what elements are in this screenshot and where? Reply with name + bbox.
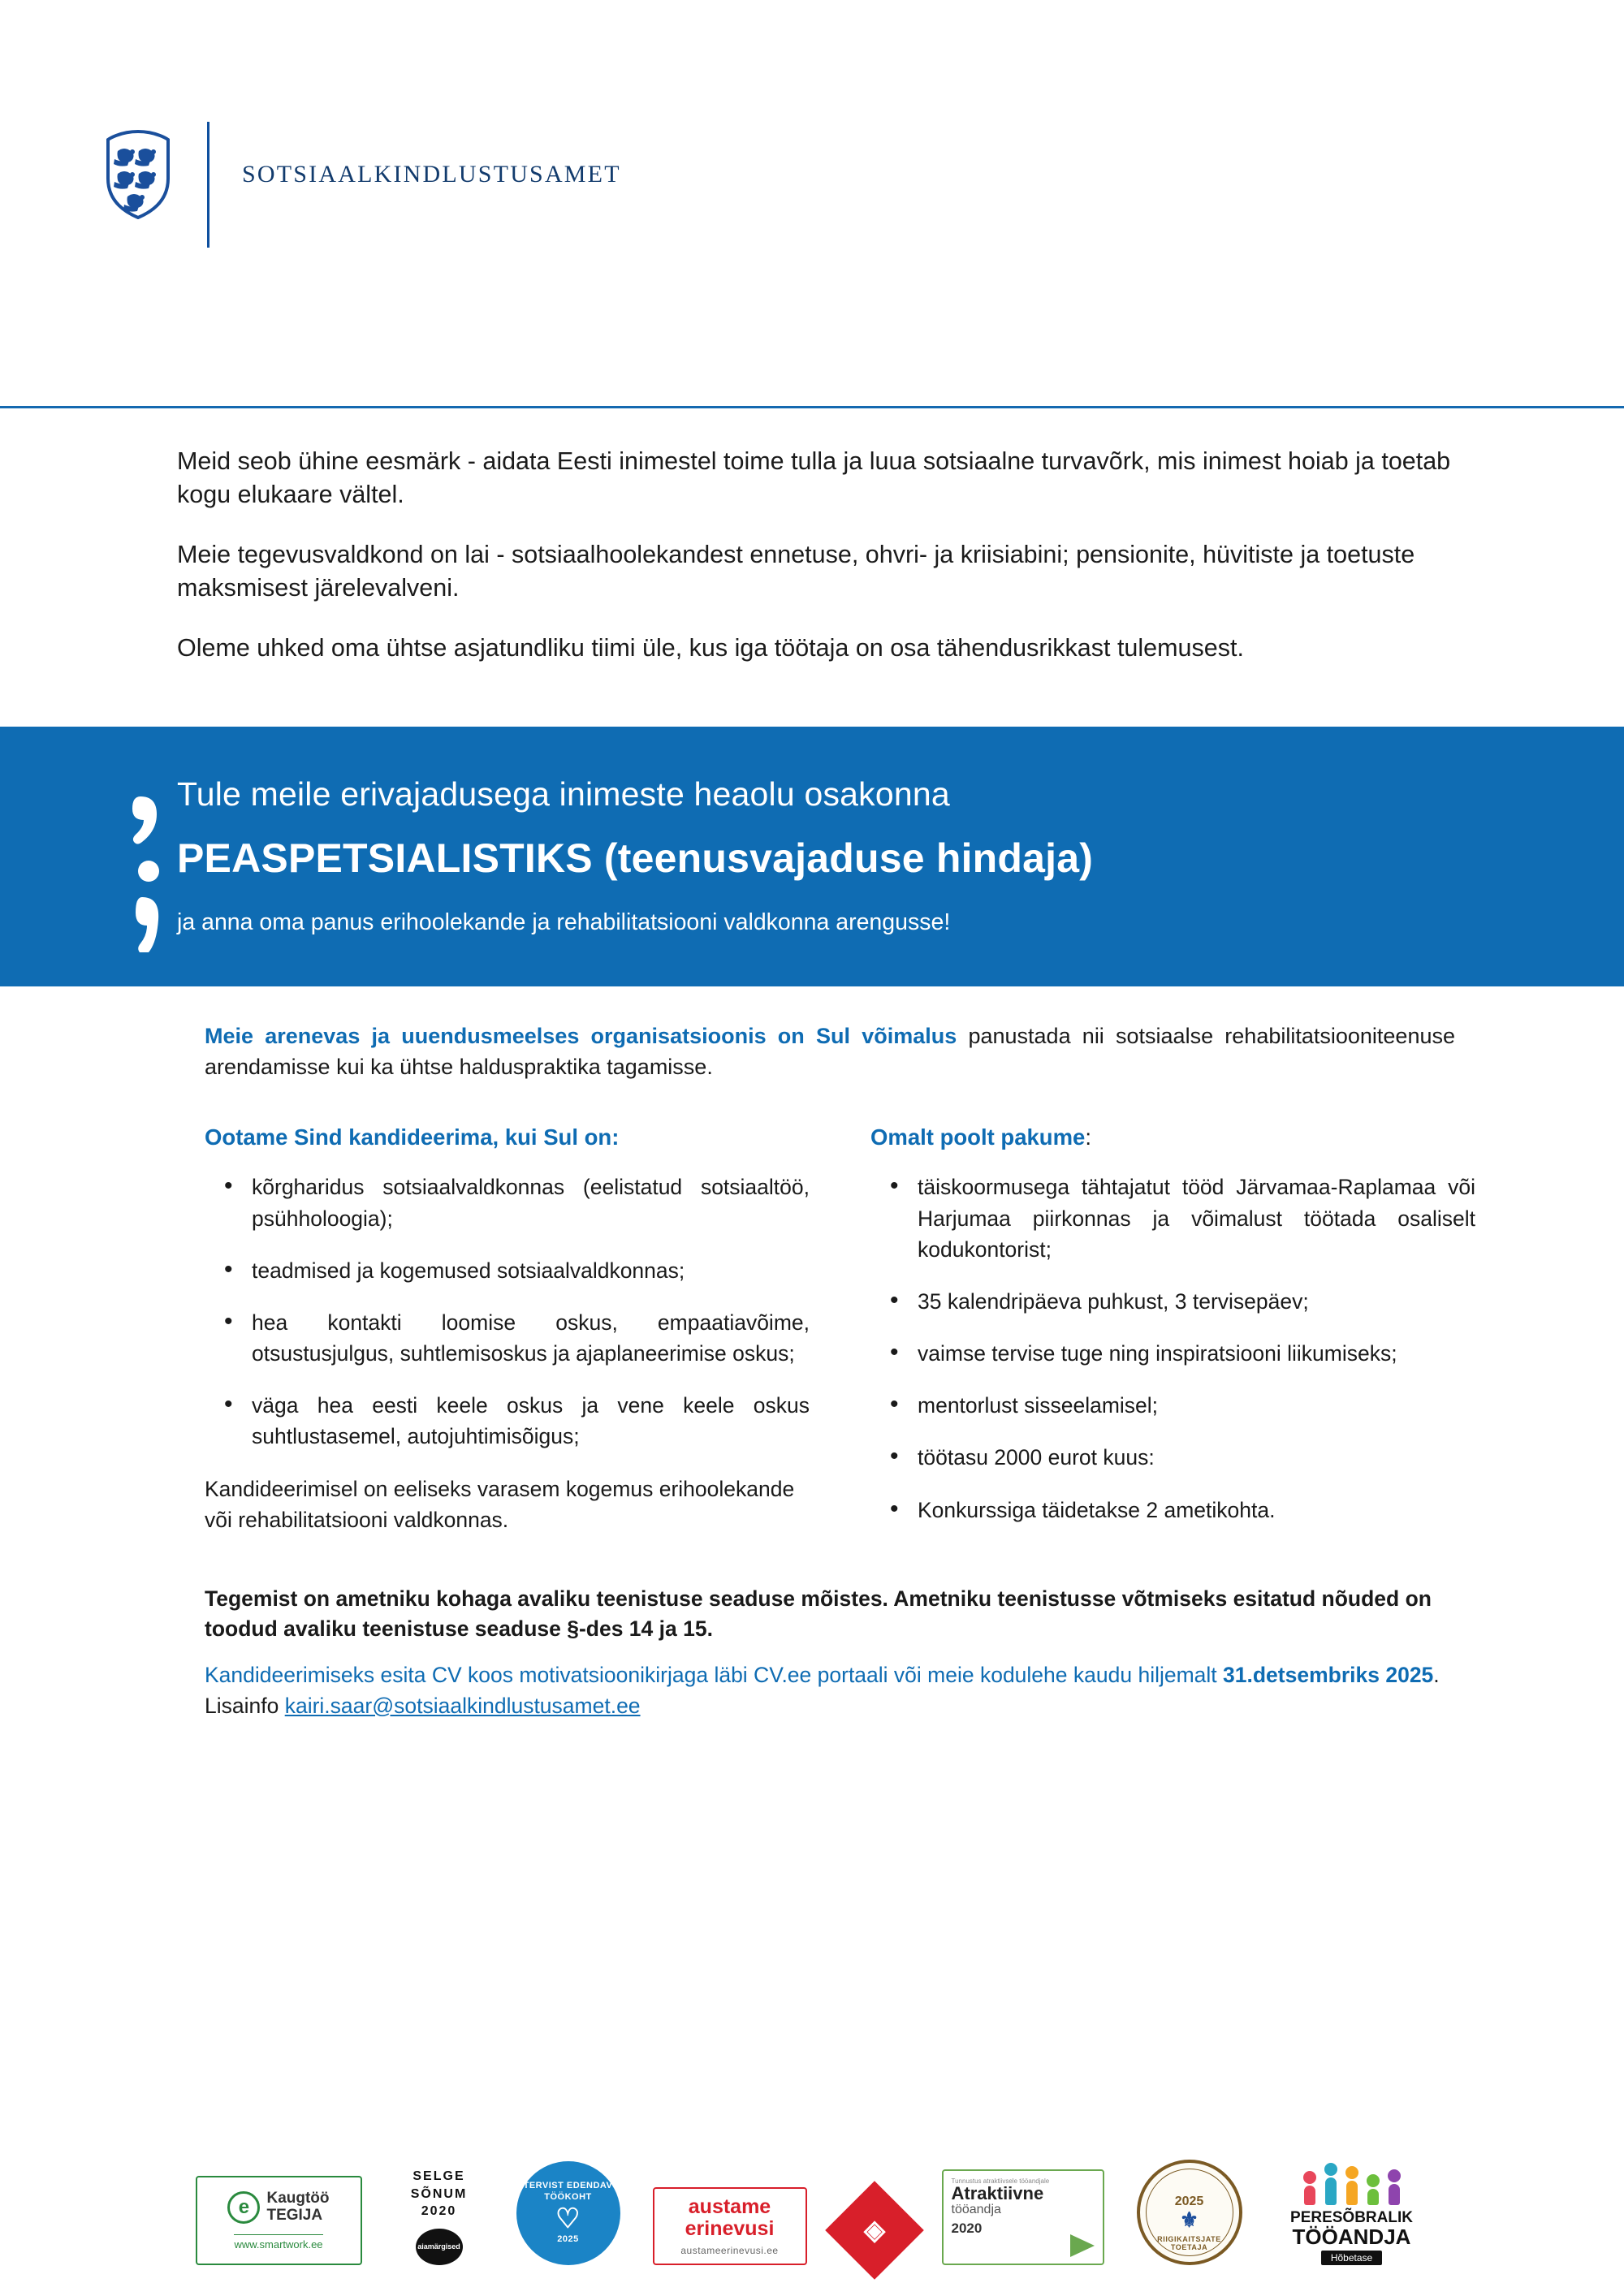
kaugtoo-line2: TEGIJA [266,2207,323,2224]
banner-lead-line: Tule meile erivajadusega inimeste heaolu osakonna [177,775,950,813]
selge-line2: SÕNUM [410,2186,468,2201]
austame-line2: erinevusi [685,2216,775,2240]
application-instructions [205,1660,1502,1721]
hand-heart-icon: ♡ [555,2203,581,2234]
header-rule [0,406,1624,408]
job-title: PEASPETSIALISTIKS (teenusvajaduse hindaja) [177,835,1094,881]
quote-mark-icon [132,790,181,956]
coat-of-arms-icon [89,122,187,219]
atraktiivne-line3: 2020 [951,2220,983,2237]
atraktiivne-line2: tööandja [951,2203,1001,2217]
apply-text-2: . Lisainfo [205,1662,1440,1718]
list-item: • vaimse tervise tuge ning inspiratsiooni liikumiseks; [918,1338,1475,1369]
pere-badge: Hõbetase [1321,2251,1382,2265]
page-header [0,0,1624,406]
list-item: • töötasu 2000 eurot kuus: [918,1442,1475,1473]
offer-column [870,1124,1475,1546]
footer-text-section [0,1547,1624,1721]
list-item: • kõrgharidus sotsiaalvaldkonnas (eelistatud sotsiaaltöö, psühholoogia); [252,1172,810,1233]
intro-paragraph-1: Meid seob ühine eesmärk - aidata Eesti inimestel toime tulla ja luua sotsiaalne turvavõrk, mis inimest hoiab ja toetab kogu elukaare vältel. [177,447,1451,508]
kaugtoo-url: www.smartwork.ee [234,2234,322,2251]
list-item: • teadmised ja kogemused sotsiaalvaldkonnas; [252,1255,810,1286]
contact-email-link[interactable]: kairi.saar@sotsiaalkindlustusamet.ee [284,1693,641,1718]
list-item: • täiskoormusega tähtajatut tööd Järvamaa-Raplamaa või Harjumaa piirkonnas ja võimalust töötada osaliselt kodukontorist; [918,1172,1475,1264]
atraktiivne-line1: Atraktiivne [951,2183,1044,2204]
selge-line1: SELGE [412,2169,465,2183]
tervist-line1: TERVIST EDENDAV TÖÖKOHT [523,2181,613,2203]
partner-logo-strip [0,2160,1624,2265]
two-column-area [205,1124,1535,1546]
lead-paragraph [205,1021,1455,1083]
atraktiivne-tooandja-logo [942,2169,1104,2265]
offer-heading-suffix: : [1085,1124,1091,1150]
header-divider [207,122,209,248]
arrow-icon [1070,2234,1095,2257]
job-title-banner [0,727,1624,986]
riigikaitse-toetaja-seal-logo [1137,2160,1242,2265]
legal-note: Tegemist on ametniku kohaga avaliku teenistuse seaduse mõistes. Ametniku teenistusse võtmiseks esitatud nõuded on toodud avaliku teenistuse seaduse §-des 14 ja 15. [205,1586,1432,1641]
list-item: • mentorlust sisseelamisel; [918,1390,1475,1421]
apply-text-1: Kandideerimiseks esita CV koos motivatsioonikirjaga läbi CV.ee portaali või meie kodulehe kaudu hiljemalt [205,1662,1224,1687]
selge-line3: 2020 [421,2204,457,2219]
offer-heading [870,1124,1475,1150]
offer-heading-text: Omalt poolt pakume [870,1124,1086,1150]
peresobralik-tooandja-logo [1275,2161,1429,2265]
list-item: • hea kontakti loomise oskus, empaatiavõime, otsustusjulgus, suhtlemisoskus ja ajaplaneerimise oskus; [252,1307,810,1369]
austame-line1: austame [688,2195,771,2219]
kaugtoo-tegija-logo [196,2176,362,2265]
requirements-heading: Ootame Sind kandideerima, kui Sul on: [205,1124,620,1150]
application-deadline: 31.detsembriks 2025 [1223,1662,1434,1687]
intro-paragraph-2: Meie tegevusvaldkond on lai - sotsiaalhoolekandest ennetuse, ohvri- ja kriisiabini; pensionite, hüvitiste ja toetuste maksmisest järelevalveni. [177,541,1415,602]
family-figures-icon [1302,2163,1402,2205]
austame-url: austameerinevusi.ee [680,2244,779,2256]
requirements-column [205,1124,810,1546]
offer-list [870,1172,1475,1525]
lead-highlight: Meie arenevas ja uuendusmeelses organisatsioonis on Sul võimalus [205,1023,957,1048]
seal-shield-icon: ⚜ [1179,2208,1199,2232]
selge-dot-icon: aiamärgised [416,2229,463,2265]
requirements-note: Kandideerimisel on eeliseks varasem kogemus erihoolekande või rehabilitatsiooni valdkonnas. [205,1476,795,1532]
pere-line2: TÖÖANDJA [1292,2225,1411,2249]
pere-line1: PERESÕBRALIK [1290,2209,1413,2227]
list-item: • Konkurssiga täidetakse 2 ametikohta. [918,1495,1475,1526]
austame-erinevusi-logo [653,2187,807,2265]
kaugtoo-line1: Kaugtöö [266,2190,330,2208]
atraktiivne-tiny-text: Tunnustus atraktiivsele tööandjale [951,2177,1050,2185]
tervist-edendav-tookoht-logo [516,2161,620,2265]
red-diamond-logo [825,2181,924,2280]
lead-rest: panustada nii sotsiaalse rehabilitatsiooniteenuse arendamisse kui ka ühtse halduspraktika tagamisse. [205,1023,1455,1080]
intro-section [0,406,1624,709]
seal-text: RIIGIKAITSJATE TOETAJA [1157,2235,1221,2251]
selge-sonum-logo [395,2168,484,2265]
organization-name: SOTSIAALKINDLUSTUSAMET [242,161,621,188]
tervist-year: 2025 [557,2233,579,2244]
diamond-mark-icon: ◈ [863,2215,885,2246]
body-section [0,986,1624,1547]
list-item: • 35 kalendripäeva puhkust, 3 tervisepäev; [918,1286,1475,1317]
seal-year: 2025 [1174,2195,1204,2208]
requirements-list [205,1172,810,1452]
intro-paragraph-3: Oleme uhked oma ühtse asjatundliku tiimi üle, kus iga töötaja on osa tähendusrikkast tulemusest. [177,634,1244,662]
kaugtoo-mark-icon: e [227,2191,260,2224]
banner-subtitle: ja anna oma panus erihoolekande ja rehabilitatsiooni valdkonna arengusse! [177,908,951,935]
list-item: • väga hea eesti keele oskus ja vene keele oskus suhtlustasemel, autojuhtimisõigus; [252,1390,810,1452]
